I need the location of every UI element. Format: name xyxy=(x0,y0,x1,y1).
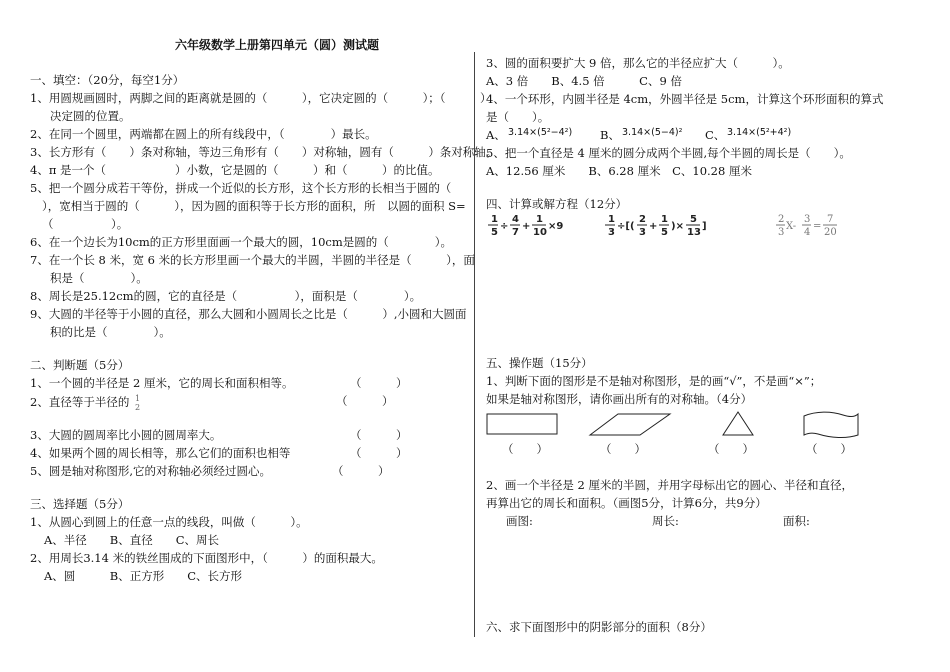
e2-num4: 5 xyxy=(690,214,697,225)
e1-num1: 1 xyxy=(491,214,498,225)
triangle-shape xyxy=(723,412,753,435)
fill-q6: 6、在一个边长为10cm的正方形里面画一个最大的圆，10cm是圆的（ ）。 xyxy=(30,235,453,249)
fill-q7: 7、在一个长 8 米，宽 6 米的长方形里画一个最大的半圆，半圆的半径是（ ），面 xyxy=(30,253,475,267)
choice-q5: 5、把一个直径是 4 厘米的圆分成两个半圆,每个半圆的周长是（ ）。 xyxy=(486,146,851,160)
judge-q3-blank: （ ） xyxy=(350,428,408,442)
choice-q4-option-b: B、 xyxy=(600,128,620,142)
op-q2: 2、画一个半径是 2 厘米的半圆，并用字母标出它的圆心、半径和直径， xyxy=(486,478,853,492)
e2-den1: 3 xyxy=(608,227,615,238)
fill-q5-cont2: （ ）。 xyxy=(42,217,129,231)
e2-op2: + xyxy=(649,221,658,232)
e1-den2: 7 xyxy=(512,227,519,238)
choice-q1: 1、从圆心到圆上的任意一点的线段，叫做（ ）。 xyxy=(30,515,308,529)
e1-op2: + xyxy=(522,221,531,232)
choice-q2-options: A、圆 B、正方形 C、长方形 xyxy=(44,569,243,583)
op-q2-perimeter-label: 周长: xyxy=(652,514,679,528)
section-5-heading: 五、操作题（15分） xyxy=(486,356,593,370)
e3-num2: 3 xyxy=(804,214,811,225)
section-1-heading: 一、填空：（20分，每空1分） xyxy=(30,73,185,87)
e2-op4: ] xyxy=(702,221,707,232)
judge-q5: 5、圆是轴对称图形,它的对称轴必须经过圆心。 xyxy=(30,464,271,478)
choice-q5-options: A、12.56 厘米 B、6.28 厘米 C、10.28 厘米 xyxy=(486,164,752,178)
judge-q3: 3、大圆的圆周率比小圆的圆周率大。 xyxy=(30,428,222,442)
page-title: 六年级数学上册第四单元（圆）测试题 xyxy=(175,38,380,52)
calc-expression-3 xyxy=(776,213,856,243)
section-2-heading: 二、判断题（5分） xyxy=(30,358,130,372)
choice-q3-options: A、3 倍 B、4.5 倍 C、9 倍 xyxy=(486,74,682,88)
shapes-row xyxy=(486,411,926,441)
e2-num2: 2 xyxy=(639,214,646,225)
choice-q3: 3、圆的面积要扩大 9 倍，那么它的半径应扩大（ ）。 xyxy=(486,56,790,70)
fill-q1-cont: 决定圆的位置。 xyxy=(50,109,131,123)
fill-q8: 8、周长是25.12cm的圆，它的直径是（ ），面积是（ ）。 xyxy=(30,289,422,303)
section-6-heading: 六、求下面图形中的阴影部分的面积（8分） xyxy=(486,620,712,634)
shape3-answer: （ ） xyxy=(708,442,754,456)
e2-op1: ÷[( xyxy=(617,221,635,232)
shape1-answer: （ ） xyxy=(502,442,548,456)
judge-q1-blank: （ ） xyxy=(350,376,408,390)
fill-q3: 3、长方形有（ ）条对称轴，等边三角形有（ ）对称轴，圆有（ ）条对称轴。 xyxy=(30,145,498,159)
fraction-den: 2 xyxy=(135,403,141,412)
e3-num3: 7 xyxy=(827,214,834,225)
judge-q2: 2、直径等于半径的 xyxy=(30,395,130,409)
section-3-heading: 三、选择题（5分） xyxy=(30,497,130,511)
rectangle-shape xyxy=(487,414,557,434)
fill-q2: 2、在同一个圆里，两端都在圆上的所有线段中，（ ）最长。 xyxy=(30,127,377,141)
e2-op3: )× xyxy=(671,221,684,232)
fraction-num: 1 xyxy=(135,394,141,403)
op-q2-cont: 再算出它的周长和面积。（画图5分，计算6分，共9分） xyxy=(486,496,767,510)
judge-q5-blank: （ ） xyxy=(332,464,390,478)
judge-q4-blank: （ ） xyxy=(350,446,408,460)
fill-q1: 1、用圆规画圆时，两脚之间的距离就是圆的（ ），它决定圆的（ ）；（ ） xyxy=(30,91,492,105)
choice-q4: 4、一个环形，内圆半径是 4cm，外圆半径是 5cm，计算这个环形面积的算式 xyxy=(486,92,884,106)
choice-q4-cont: 是（ ）。 xyxy=(486,110,550,124)
e2-den2: 3 xyxy=(639,227,646,238)
judge-q2-blank: （ ） xyxy=(336,394,394,408)
e2-den4: 13 xyxy=(687,227,701,238)
fill-q5-cont: ），宽相当于圆的（ ），因为圆的面积等于长方形的面积，所 以圆的面积 S= xyxy=(42,199,466,213)
choice-q2: 2、用周长3.14 米的铁丝围成的下面图形中，（ ）的面积最大。 xyxy=(30,551,383,565)
e3-num1: 2 xyxy=(778,214,785,225)
op-q2-draw-label: 画图: xyxy=(506,514,533,528)
choice-q4-expr-b: 3.14×(5−4)² xyxy=(622,127,683,138)
judge-q2-fraction xyxy=(135,394,140,412)
column-divider xyxy=(474,52,475,637)
e1-den3: 10 xyxy=(533,227,547,238)
choice-q4-expr-c: 3.14×(5²+4²) xyxy=(727,127,792,138)
choice-q4-option-c: C、 xyxy=(705,128,726,142)
fill-q4: 4、π 是一个（ ）小数，它是圆的（ ）和（ ）的比值。 xyxy=(30,163,440,177)
e3-op2: = xyxy=(813,221,822,232)
choice-q4-expr-a: 3.14×(5²−4²) xyxy=(508,127,573,138)
judge-q1: 1、一个圆的半径是 2 厘米，它的周长和面积相等。 xyxy=(30,376,294,390)
calc-expression-1 xyxy=(488,212,578,242)
section-4-heading: 四、计算或解方程（12分） xyxy=(486,197,628,211)
shape4-answer: （ ） xyxy=(806,442,852,456)
e3-den3: 20 xyxy=(824,227,837,238)
shape2-answer: （ ） xyxy=(600,442,646,456)
fill-q5: 5、把一个圆分成若干等份，拼成一个近似的长方形，这个长方形的长相当于圆的（ xyxy=(30,181,452,195)
e2-num1: 1 xyxy=(608,214,615,225)
choice-q1-options: A、半径 B、直径 C、周长 xyxy=(44,533,220,547)
judge-q4: 4、如果两个圆的周长相等，那么它们的面积也相等 xyxy=(30,446,291,460)
op-q2-area-label: 面积: xyxy=(783,514,810,528)
parallelogram-shape xyxy=(590,414,670,435)
e3-den2: 4 xyxy=(804,227,811,238)
e1-op3: ×9 xyxy=(548,221,564,232)
op-q1: 1、判断下面的图形是不是轴对称图形，是的画“√”，不是画“×”； xyxy=(486,374,822,388)
calc-expression-2 xyxy=(605,212,725,242)
choice-q4-option-a: A、 xyxy=(486,128,506,142)
wavy-shape xyxy=(804,412,858,437)
e3-op1: X- xyxy=(786,221,797,232)
e2-num3: 1 xyxy=(661,214,668,225)
e2-den3: 5 xyxy=(661,227,668,238)
e1-den1: 5 xyxy=(491,227,498,238)
fill-q7-cont: 积是（ ）。 xyxy=(50,271,148,285)
e1-op1: ÷ xyxy=(500,221,509,232)
op-q1-cont: 如果是轴对称图形，请你画出所有的对称轴。（4分） xyxy=(486,392,753,406)
fill-q9-cont: 积的比是（ ）。 xyxy=(50,325,171,339)
fill-q9: 9、大圆的半径等于小圆的直径，那么大圆和小圆周长之比是（ ）,小圆和大圆面 xyxy=(30,307,467,321)
e1-num3: 1 xyxy=(536,214,543,225)
e3-den1: 3 xyxy=(778,227,785,238)
e1-num2: 4 xyxy=(512,214,519,225)
